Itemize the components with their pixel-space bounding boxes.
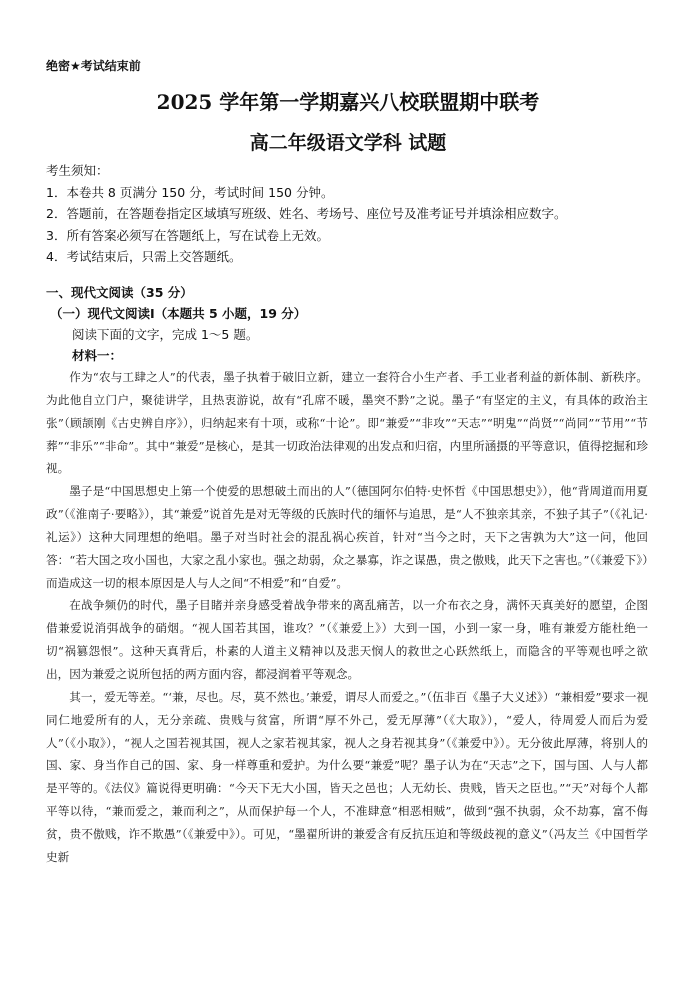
notice-heading: 考生须知： (46, 163, 109, 178)
material-label: 材料一： (72, 348, 123, 363)
section-heading: 一、现代文阅读（35 分） (46, 285, 193, 300)
paragraph: 作为“农与工肆之人”的代表，墨子执着于破旧立新，建立一套符合小生产者、手工业者利益的新体制、新秩序。为此他自立门户，聚徒讲学，且热衷游说，故有“孔席不暖，墨突不黔”之说。墨子“有坚定的主义，有具体的政治主张”（顾颉刚《古史辨自序》），归纳起来有十项，或称“十论”。即“兼爱”“非攻”“天志”“明鬼”“尚贤”“尚同”“节用”“节葬”“非乐”“非命”。其中“兼爱”是核心，是其一切政治法律观的出发点和归宿，内里所涵摄的平等意识，值得挖掘和珍视。 (46, 370, 648, 476)
notice-item: 4．考试结束后，只需上交答题纸。 (46, 249, 242, 264)
notice-item: 1．本卷共 8 页满分 150 分，考试时间 150 分钟。 (46, 184, 334, 200)
subsection-heading: （一）现代文阅读Ⅰ（本题共 5 小题，19 分） (50, 306, 307, 321)
material-text (46, 366, 648, 869)
notice-item: 3．所有答案必须写在答题纸上，写在试卷上无效。 (46, 227, 329, 243)
paragraph: 墨子是“中国思想史上第一个使爱的思想破土而出的人”（德国阿尔伯特·史怀哲《中国思想史》），他“背周道而用夏政”（《淮南子·要略》），其“兼爱”说首先是对无等级的氏族时代的缅怀与追思，是“人不独亲其亲，不独子其子”（《礼记·礼运》）这种大同理想的绝唱。墨子对当时社会的混乱祸心疾首，针对“当今之时，天下之害孰为大”这一问，他回答：“若大国之攻小国也，大家之乱小家也。强之劫弱，众之暴寡，诈之谋愚，贵之傲贱，此天下之害也。”（《兼爱下》）而造成这一切的根本原因是人与人之间“不相爱”和“自爱”。 (46, 484, 648, 590)
exam-title: 2025 学年第一学期嘉兴八校联盟期中联考 (156, 90, 540, 114)
notice-item: 2．答题前，在答题卷指定区域填写班级、姓名、考场号、座位号及准考证号并填涂相应数字。 (46, 206, 567, 221)
exam-subtitle: 高二年级语文学科 试题 (249, 132, 447, 154)
paragraph: 其一，爱无等差。“‘兼，尽也。尽，莫不然也。’兼爱，谓尽人而爱之。”（伍非百《墨子大义述》）“兼相爱”要求一视同仁地爱所有的人，无分亲疏、贵贱与贫富，所谓“厚不外己，爱无厚薄”（《大取》），“爱人，待周爱人而后为爱人”（《小取》），“视人之国若视其国，视人之家若视其家，视人之身若视其身”（《兼爱中》）。无分彼此厚薄，将别人的国、家、身当作自己的国、家、身一样尊重和爱护。为什么要“兼爱”呢？墨子认为在“天志”之下，国与国、人与人都是平等的。《法仪》篇说得更明确：“今天下无大小国，皆天之邑也；人无幼长、贵贱，皆天之臣也。”“天”对每个人都平等以待，“兼而爱之，兼而利之”，从而保护每一个人，不准肆意“相恶相贼”，做到“强不执弱，众不劫寡，富不侮贫，贵不傲贱，诈不欺愚”（《兼爱中》）。可见，“墨翟所讲的兼爱含有反抗压迫和等级歧视的意义”（冯友兰《中国哲学史新 (46, 689, 648, 864)
reading-instruction: 阅读下面的文字，完成 1～5 题。 (72, 327, 259, 342)
paragraph: 在战争频仍的时代，墨子目睹并亲身感受着战争带来的离乱痛苦，以一介布衣之身，满怀天真美好的愿望，企图借兼爱说消弭战争的硝烟。“视人国若其国，谁攻？”（《兼爱上》）大到一国，小到一家一身，唯有兼爱方能杜绝一切“祸篡怨恨”。这种天真背后，朴素的人道主义精神以及悲天悯人的救世之心跃然纸上，而隐含的平等观也呼之欲出，因为兼爱之说所包括的两方面内容，都浸润着平等观念。 (46, 598, 648, 681)
candidate-notice (46, 160, 656, 268)
confidential-label: 绝密★考试结束前 (46, 59, 141, 73)
